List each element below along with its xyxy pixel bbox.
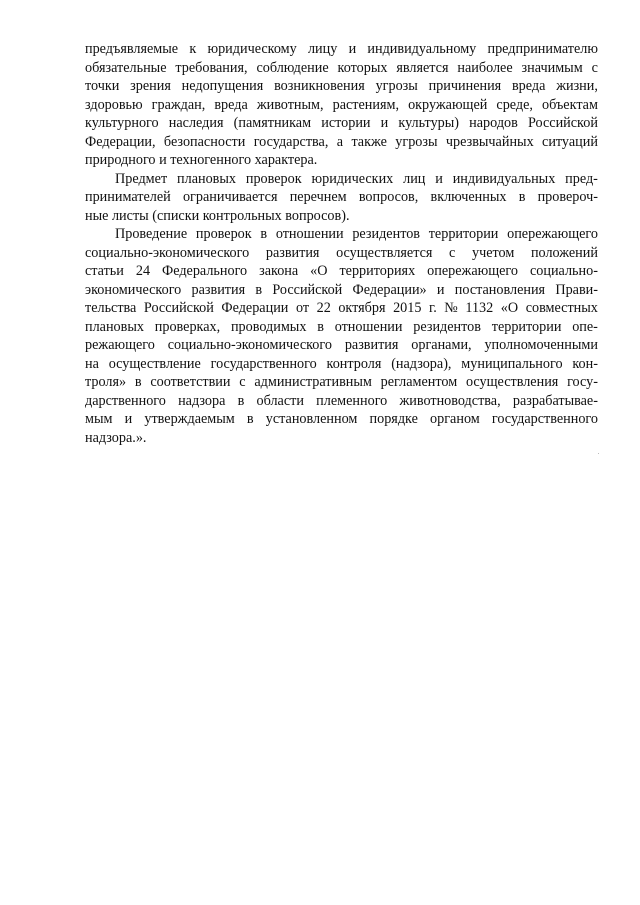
text-line: надзора.». — [85, 429, 147, 446]
text-line: на осуществление государственного контроля (надзора), муниципального кон- — [85, 355, 598, 372]
text-line: здоровью граждан, вреда животным, растениям, окружающей среде, объектам — [85, 96, 598, 113]
text-line: режающего социально-экономического развития органами, уполномоченными — [85, 337, 598, 353]
text-line: мым и утверждаемым в установленном порядке органом государственного — [85, 411, 598, 427]
text-line: природного и техногенного характера. — [85, 152, 318, 168]
text-line: Проведение проверок в отношении резидентов территории опережающего — [115, 226, 598, 242]
text-line: троля» в соответствии с административным регламентом осуществления госу- — [85, 374, 598, 390]
text-line: ные листы (списки контрольных вопросов). — [85, 207, 350, 224]
text-line: экономического развития в Российской Федерации» и постановления Прави- — [85, 281, 598, 298]
text-line: культурного наследия (памятникам истории и культуры) народов Российской — [85, 115, 598, 131]
text-line: Федерации, безопасности государства, а также угрозы чрезвычайных ситуаций — [85, 133, 598, 150]
text-line: точки зрения недопущения возникновения угрозы причинения вреда жизни, — [85, 78, 598, 94]
paragraph-1 — [85, 40, 598, 170]
text-line: Предмет плановых проверок юридических лиц и индивидуальных пред- — [115, 170, 598, 187]
document-body — [85, 40, 598, 447]
text-line: плановых проверках, проводимых в отношении резидентов территории опе- — [85, 318, 598, 335]
text-line: обязательные требования, соблюдение которых является наиболее значимым с — [85, 59, 598, 76]
paragraph-3 — [85, 225, 598, 447]
paragraph-2 — [85, 170, 598, 226]
scan-speck — [598, 453, 599, 454]
text-line: тельства Российской Федерации от 22 октября 2015 г. № 1132 «О совместных — [85, 300, 598, 316]
text-line: предъявляемые к юридическому лицу и индивидуальному предпринимателю — [85, 41, 598, 57]
text-line: статьи 24 Федерального закона «О территориях опережающего социально- — [85, 263, 598, 279]
text-line: социально-экономического развития осуществляется с учетом положений — [85, 244, 598, 261]
text-line: принимателей ограничивается перечнем вопросов, включенных в провероч- — [85, 189, 598, 205]
text-line: дарственного надзора в области племенного животноводства, разрабатывае- — [85, 392, 598, 409]
